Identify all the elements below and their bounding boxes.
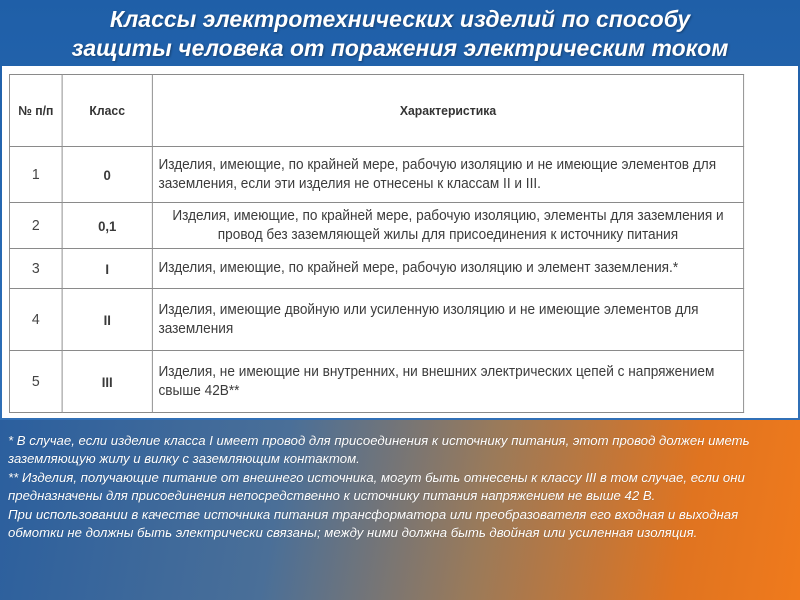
header-class: Класс [62,75,152,147]
footnote-1: * В случае, если изделие класса I имеет провод для присоединения к источнику питания, этот провод должен иметь заземляющую жилу и вилку с заземляющим контактом. [8,433,750,467]
row-num: 5 [9,351,62,413]
footnotes-panel [0,420,800,600]
row-class: II [62,289,152,351]
row-description: Изделия, имеющие, по крайней мере, рабочую изоляцию, элементы для заземления и провод без заземляющей жилы для присоединения к источнику питания [152,203,743,249]
header-num: № п/п [9,75,62,147]
row-description: Изделия, не имеющие ни внутренних, ни внешних электрических цепей с напряжением свыше 42В** [152,351,743,413]
table-row [9,351,743,413]
table-panel [2,66,798,418]
row-num: 2 [9,203,62,249]
row-class: 0 [62,147,152,203]
row-class: I [62,249,152,289]
protection-classes-table [9,74,744,413]
row-class: III [62,351,152,413]
table-row [9,147,743,203]
table-row [9,203,743,249]
slide-title-line-1: Классы электротехнических изделий по способу [109,6,691,32]
row-num: 4 [9,289,62,351]
row-class: 0,1 [62,203,152,249]
row-description: Изделия, имеющие двойную или усиленную изоляцию и не имеющие элементов для заземления [152,289,743,351]
slide-title [0,0,800,68]
row-num: 3 [9,249,62,289]
table-row [9,249,743,289]
row-num: 1 [9,147,62,203]
footnote-3: При использовании в качестве источника питания трансформатора или преобразователя его входная и выходная обмотки не должны быть электрически связаны; между ними должна быть двойная или усиленная изоляция. [8,506,739,541]
footnotes-text [8,432,794,542]
table-header-row [9,75,743,147]
footnote-2: ** Изделия, получающие питание от внешнего источника, могут быть отнесены к классу III в том случае, если они предназначены для присоединения непосредственно к источнику питания напряжением не выше 42 В. [8,469,745,504]
header-description: Характеристика [152,75,743,147]
slide-title-line-2: защиты человека от поражения электрическим током [71,35,729,61]
table-row [9,289,743,351]
row-description: Изделия, имеющие, по крайней мере, рабочую изоляцию и не имеющие элементов для заземления, если эти изделия не отнесены к классам II и III. [152,147,743,203]
row-description: Изделия, имеющие, по крайней мере, рабочую изоляцию и элемент заземления.* [152,249,743,289]
